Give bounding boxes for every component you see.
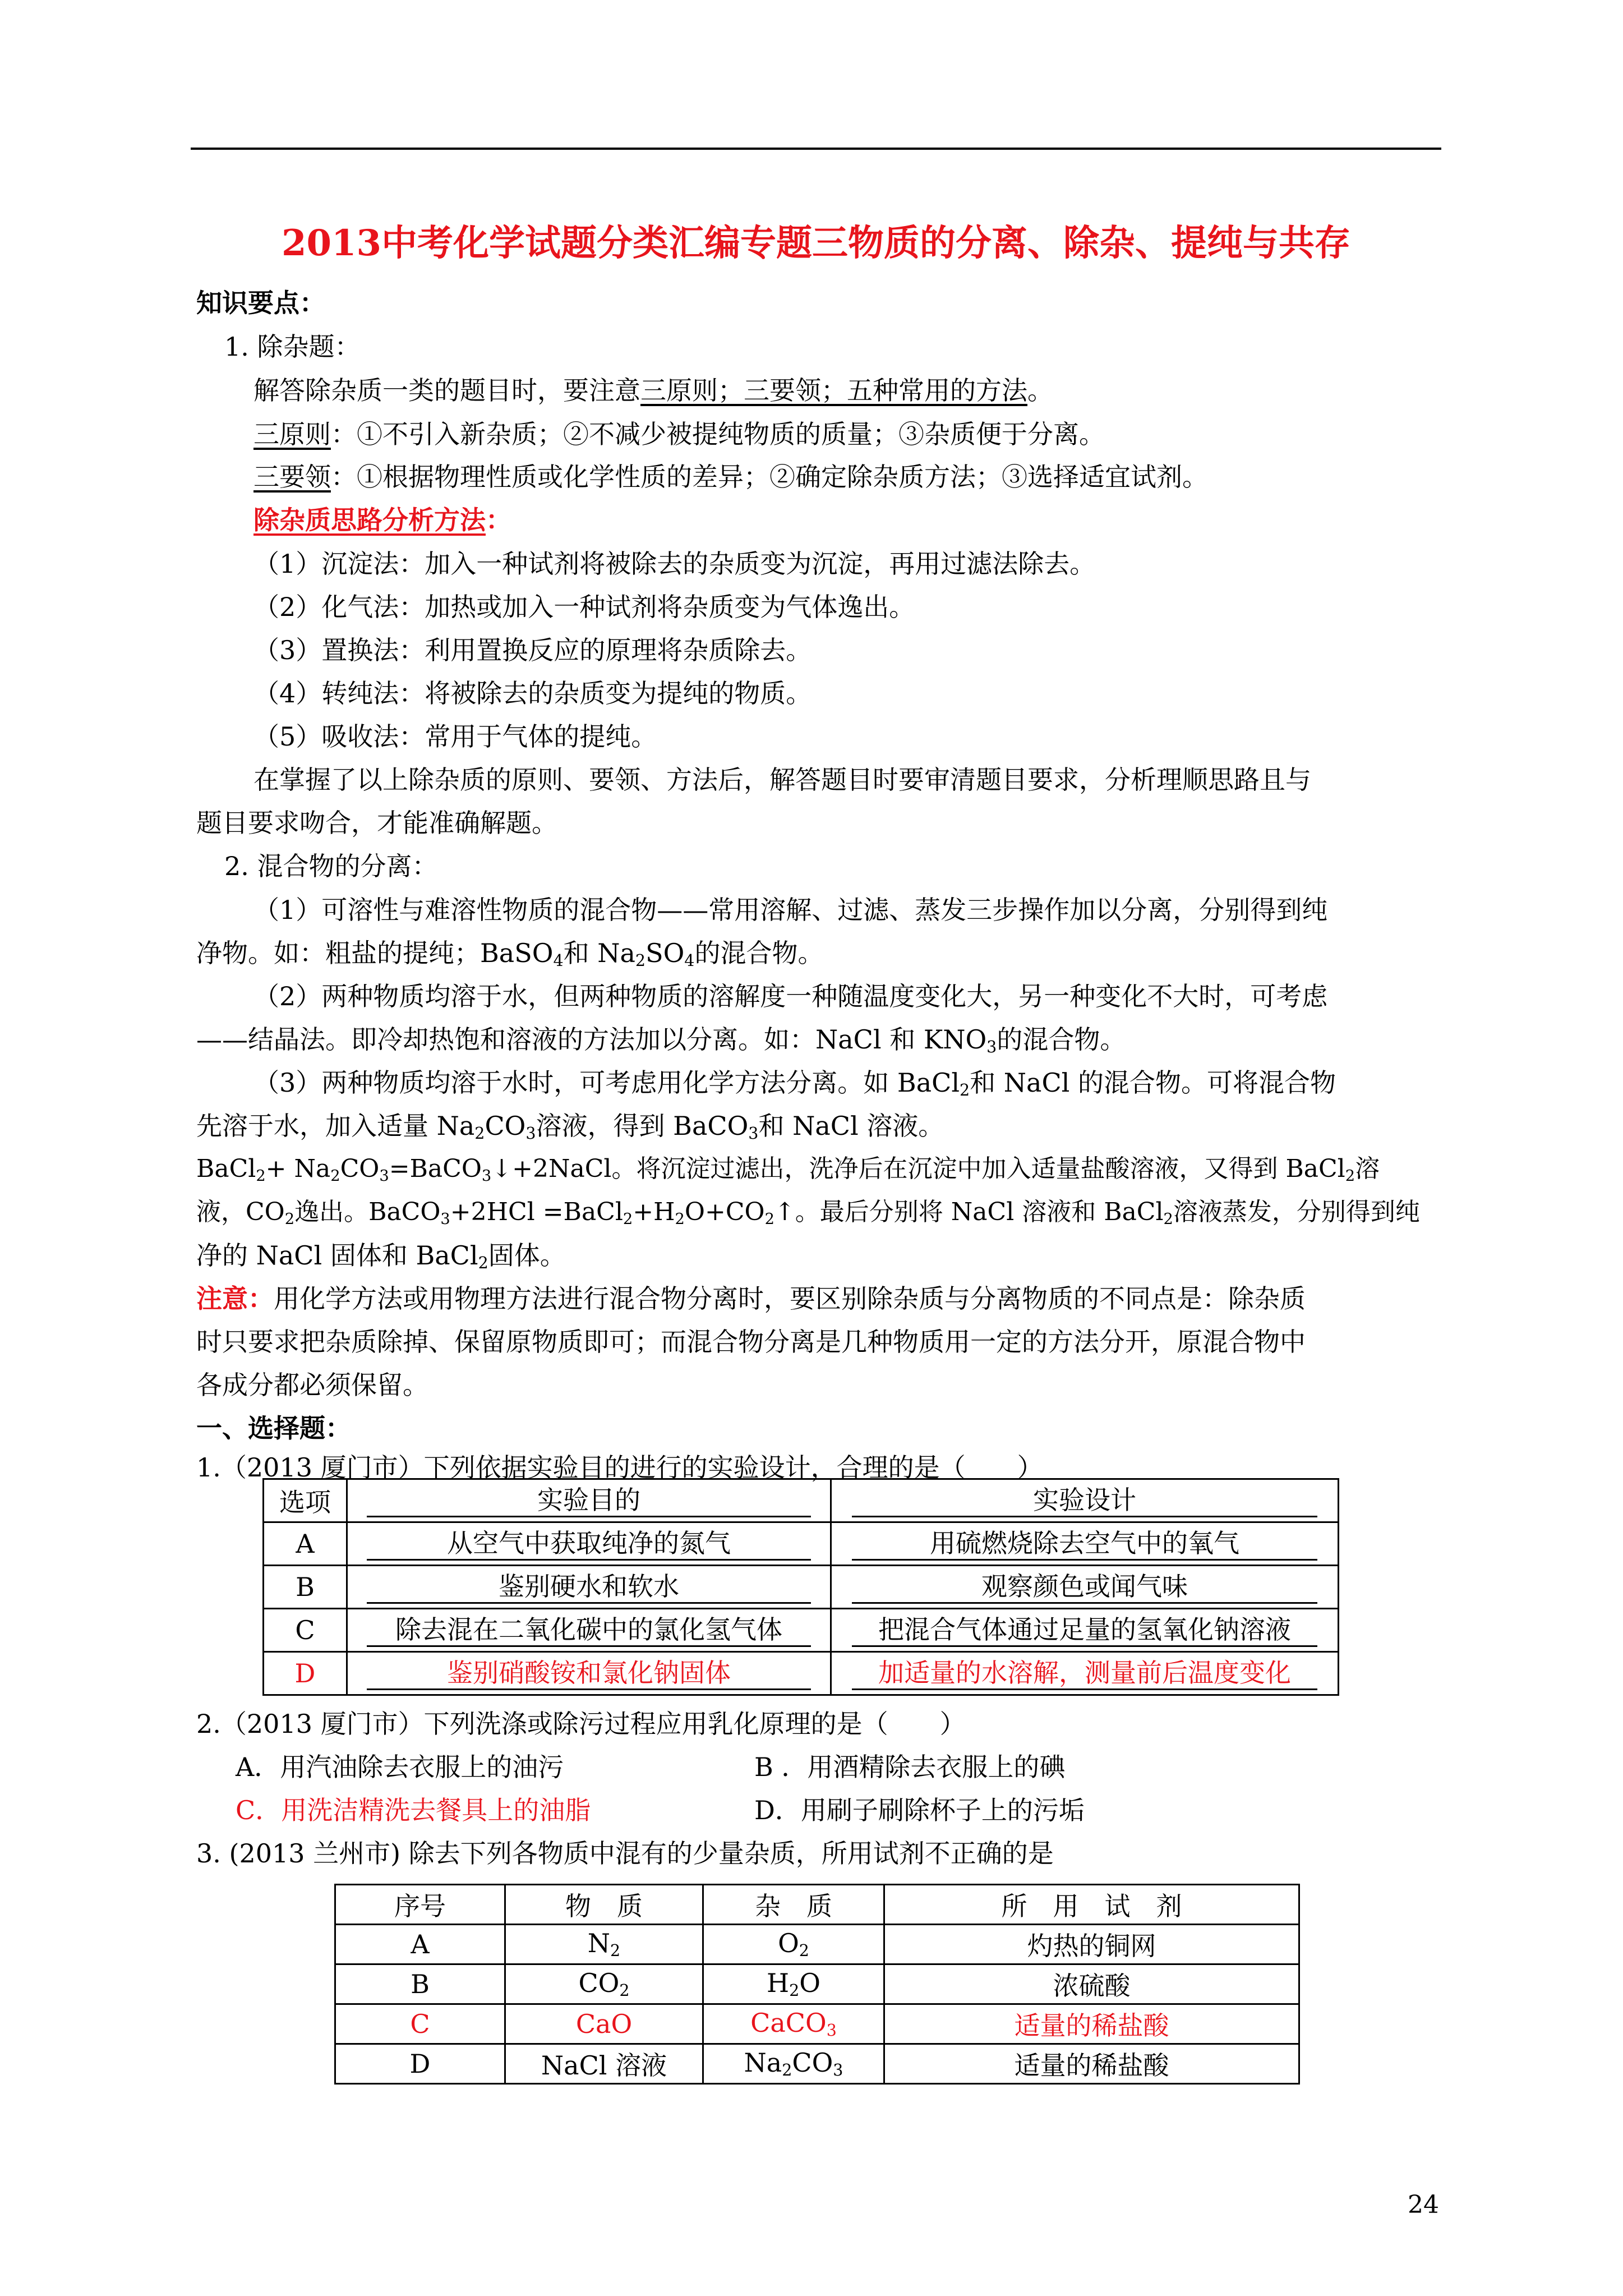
table-cell: 除去混在二氧化碳中的氯化氢气体 [347,1609,831,1652]
table-cell: 浓硫酸 [884,1964,1299,2004]
note-line: 各成分都必须保留。 [196,1370,428,1400]
table-cell: D [335,2044,505,2084]
table-cell: $CO_2$ [505,1964,703,2004]
table-cell: A [264,1522,347,1566]
method-item: （4）转纯法：将被除去的杂质变为提纯的物质。 [253,678,812,708]
table-row [264,1566,1339,1609]
table-cell: 鉴别硬水和软水 [347,1566,831,1609]
table-header-cell: 实验设计 [831,1479,1339,1522]
separation-p3-equation: BaCl$_2$+ $Na_2CO_3=BaCO_3↓+2NaCl$。将沉淀过滤出，洗净后在沉淀中加入适量盐酸溶液，又得到 BaCl$_2$溶 [196,1154,1380,1185]
table-row [264,1522,1339,1566]
separation-p3-line: 净的 NaCl 固体和 BaCl$_2$固体。 [196,1240,566,1273]
table-cell: C [335,2004,505,2044]
methods-heading: 除杂质思路分析方法： [253,505,511,535]
table-header-cell: 选项 [264,1479,347,1522]
separation-p3-line: 先溶于水，加入适量 $Na_2CO_3$溶液，得到 BaCO$_3$和 NaCl 溶液。 [196,1111,944,1143]
summary-line: 在掌握了以上除杂质的原则、要领、方法后，解答题目时要审清题目要求，分析理顺思路且与 [253,765,1311,795]
method-item: （1）沉淀法：加入一种试剂将被除去的杂质变为沉淀，再用过滤法除去。 [253,549,1096,579]
question-1-table [262,1478,1339,1696]
table-cell: A [335,1925,505,1964]
table-cell: 用硫燃烧除去空气中的氧气 [831,1522,1339,1566]
separation-p2-line: ——结晶法。即冷却热饱和溶液的方法加以分离。如：NaCl 和 $KNO_3$的混合物。 [196,1024,1126,1057]
table-header-cell: 杂 质 [703,1885,884,1925]
separation-p1-line: 净物。如：粗盐的提纯；BaSO$_4$和 $Na_2SO_4$的混合物。 [196,938,824,970]
table-cell: 观察颜色或闻气味 [831,1566,1339,1609]
table-header-cell: 物 质 [505,1885,703,1925]
option-d: D．用刷子刷除杯子上的污垢 [754,1795,1085,1825]
method-item: （2）化气法：加热或加入一种试剂将杂质变为气体逸出。 [253,592,915,622]
table-row [335,1964,1299,2004]
section2-heading: 2. 混合物的分离： [224,851,438,881]
table-cell: 从空气中获取纯净的氮气 [347,1522,831,1566]
table-row-answer [335,2004,1299,2044]
table-header-row [335,1885,1299,1925]
note-line: 时只要求把杂质除掉、保留原物质即可；而混合物分离是几种物质用一定的方法分开，原混合物中 [196,1327,1306,1357]
table-header-row [264,1479,1339,1522]
note-line: 注意：用化学方法或用物理方法进行混合物分离时，要区别除杂质与分离物质的不同点是：除杂质 [196,1283,1306,1314]
separation-p3-line: （3）两种物质均溶于水时，可考虑用化学方法分离。如 BaCl$_2$和 NaCl 的混合物。可将混合物 [253,1068,1336,1100]
table-cell: B [335,1964,505,2004]
table-cell: 鉴别硝酸铵和氯化钠固体 [347,1652,831,1695]
table-cell: $N_2$ [505,1925,703,1964]
method-item: （3）置换法：利用置换反应的原理将杂质除去。 [253,635,812,665]
option-c-answer: C．用洗洁精洗去餐具上的油脂 [236,1795,591,1825]
summary-line: 题目要求吻合，才能准确解题。 [196,808,557,838]
question-1-stem: 1.（2013 厦门市）下列依据实验目的进行的实验设计，合理的是（ ） [196,1452,1043,1483]
table-cell: CaCO$_3$ [703,2004,884,2044]
table-row-answer [264,1652,1339,1695]
option-b: B ．用酒精除去衣服上的碘 [754,1752,1066,1782]
table-cell: 把混合气体通过足量的氢氧化钠溶液 [831,1609,1339,1652]
question-2-stem: 2.（2013 厦门市）下列洗涤或除污过程应用乳化原理的是（ ） [196,1709,966,1739]
section-one-heading: 一、选择题： [196,1413,351,1443]
table-header-cell: 实验目的 [347,1479,831,1522]
table-cell: B [264,1566,347,1609]
method-item: （5）吸收法：常用于气体的提纯。 [253,721,657,752]
section1-intro: 解答除杂质一类的题目时，要注意三原则；三要领；五种常用的方法。 [253,375,1053,406]
table-cell: $H_2O$ [703,1964,884,2004]
option-a: A．用汽油除去衣服上的油污 [236,1752,564,1782]
question-3-table [334,1884,1300,2085]
table-cell: C [264,1609,347,1652]
table-cell: $Na_2CO_3$ [703,2044,884,2084]
table-cell: D [264,1652,347,1695]
table-cell: 适量的稀盐酸 [884,2044,1299,2084]
page-title: 2013中考化学试题分类汇编专题三物质的分离、除杂、提纯与共存 [281,222,1351,264]
knowledge-heading: 知识要点： [196,288,325,318]
question-3-stem: 3. (2013 兰州市) 除去下列各物质中混有的少量杂质，所用试剂不正确的是 [196,1838,1054,1869]
section1-heading: 1. 除杂题： [224,332,361,362]
table-cell: NaCl 溶液 [505,2044,703,2084]
separation-p2-line: （2）两种物质均溶于水，但两种物质的溶解度一种随温度变化大，另一种变化不大时，可考虑 [253,981,1328,1011]
three-principles: 三原则：①不引入新杂质；②不减少被提纯物质的质量；③杂质便于分离。 [253,419,1105,449]
separation-p1-line: （1）可溶性与难溶性物质的混合物——常用溶解、过滤、蒸发三步操作加以分离，分别得到纯 [253,895,1328,925]
separation-p3-equation: 液，$CO_2$逸出。BaCO$_3$+2HCl $=BaCl_2+H_2O+CO_2↑$。最后分别将 NaCl 溶液和 BaCl$_2$溶液蒸发，分别得到纯 [196,1198,1420,1228]
page-number: 24 [1408,2191,1439,2219]
table-row [335,2044,1299,2084]
table-cell: CaO [505,2004,703,2044]
table-header-cell: 序号 [335,1885,505,1925]
header-rule [191,148,1441,150]
three-essentials: 三要领：①根据物理性质或化学性质的差异；②确定除杂质方法；③选择适宜试剂。 [253,462,1208,492]
table-cell: 灼热的铜网 [884,1925,1299,1964]
table-row [264,1609,1339,1652]
table-header-cell: 所 用 试 剂 [884,1885,1299,1925]
table-cell: 加适量的水溶解，测量前后温度变化 [831,1652,1339,1695]
table-row [335,1925,1299,1964]
table-cell: 适量的稀盐酸 [884,2004,1299,2044]
table-cell: $O_2$ [703,1925,884,1964]
